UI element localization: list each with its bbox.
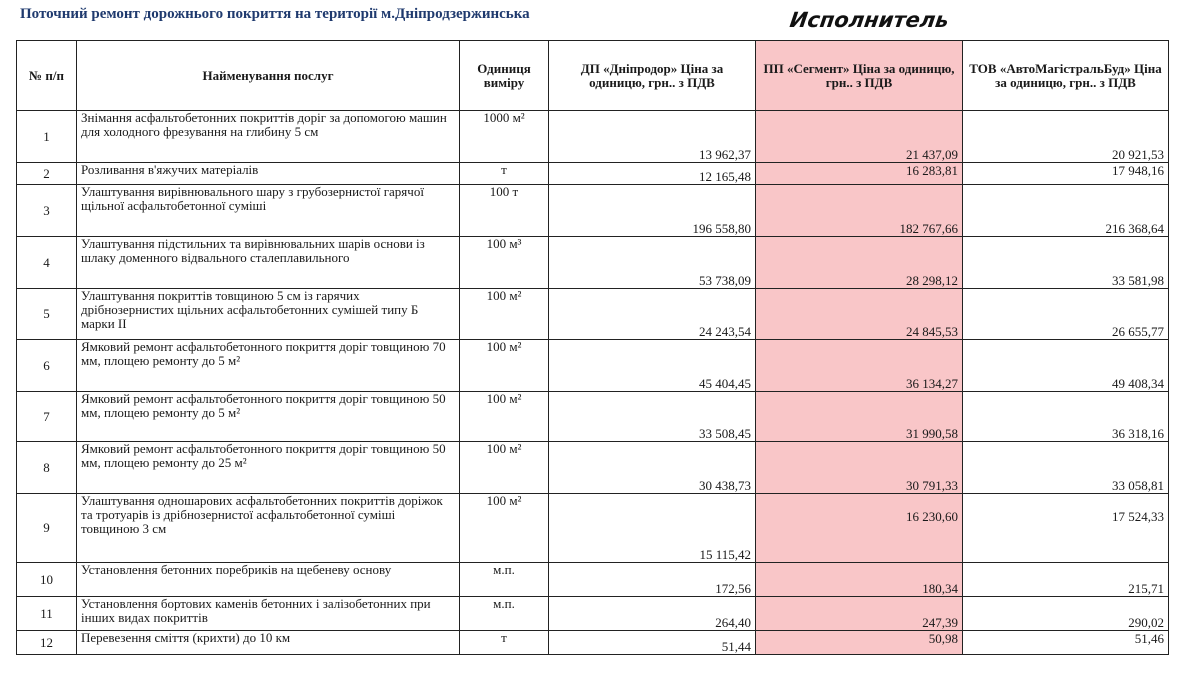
cell-unit: т: [460, 631, 549, 655]
cell-price-avtomagistralbud: 49 408,34: [963, 340, 1169, 392]
cell-num: 10: [17, 563, 77, 597]
cell-num: 2: [17, 163, 77, 185]
table-row: [17, 494, 1169, 563]
table-row: [17, 340, 1169, 392]
table-row: [17, 111, 1169, 163]
cell-price-avtomagistralbud: 26 655,77: [963, 289, 1169, 340]
cell-price-avtomagistralbud: 216 368,64: [963, 185, 1169, 237]
cell-unit: 100 м²: [460, 442, 549, 494]
cell-num: 9: [17, 494, 77, 563]
cell-num: 8: [17, 442, 77, 494]
cell-name: Перевезення сміття (крихти) до 10 км: [77, 631, 460, 655]
col-header-num: № п/п: [17, 41, 77, 111]
cell-num: 1: [17, 111, 77, 163]
col-header-unit: Одиниця виміру: [460, 41, 549, 111]
cell-price-dniprodor: 51,44: [549, 631, 756, 655]
cell-price-dniprodor: 172,56: [549, 563, 756, 597]
cell-price-avtomagistralbud: 51,46: [963, 631, 1169, 655]
table-row: [17, 185, 1169, 237]
cell-price-segment: 16 230,60: [756, 494, 963, 563]
table-header-row: [17, 41, 1169, 111]
cell-name: Улаштування одношарових асфальтобетонних покриттів доріжок та тротуарів із дрібнозернистої асфальтобетонної суміші товщиною 3 см: [77, 494, 460, 563]
col-header-dniprodor: ДП «Дніпродор» Ціна за одиницю, грн.. з ПДВ: [549, 41, 756, 111]
cell-name: Ямковий ремонт асфальтобетонного покриття доріг товщиною 50 мм, площею ремонту до 25 м²: [77, 442, 460, 494]
cell-price-segment: 36 134,27: [756, 340, 963, 392]
cell-price-segment: 24 845,53: [756, 289, 963, 340]
cell-num: 5: [17, 289, 77, 340]
cell-num: 12: [17, 631, 77, 655]
cell-name: Установлення бетонних поребриків на щебеневу основу: [77, 563, 460, 597]
cell-price-segment: 247,39: [756, 597, 963, 631]
col-header-segment: ПП «Сегмент» Ціна за одиницю, грн.. з ПДВ: [756, 41, 963, 111]
cell-num: 3: [17, 185, 77, 237]
cell-price-dniprodor: 13 962,37: [549, 111, 756, 163]
table-row: [17, 237, 1169, 289]
cell-name: Улаштування покриттів товщиною 5 см із гарячих дрібнозернистих щільних асфальтобетонних сумішей типу Б марки II: [77, 289, 460, 340]
table-row: [17, 442, 1169, 494]
cell-name: Улаштування підстильних та вирівнювальних шарів основи із шлаку доменного відвального сталеплавильного: [77, 237, 460, 289]
cell-price-dniprodor: 196 558,80: [549, 185, 756, 237]
cell-name: Ямковий ремонт асфальтобетонного покриття доріг товщиною 70 мм, площею ремонту до 5 м²: [77, 340, 460, 392]
cell-price-dniprodor: 24 243,54: [549, 289, 756, 340]
cell-name: Ямковий ремонт асфальтобетонного покриття доріг товщиною 50 мм, площею ремонту до 5 м²: [77, 392, 460, 442]
table-row: [17, 597, 1169, 631]
cell-price-dniprodor: 12 165,48: [549, 163, 756, 185]
table-row: [17, 563, 1169, 597]
cell-price-dniprodor: 30 438,73: [549, 442, 756, 494]
handwritten-annotation: Исполнитель: [788, 8, 951, 32]
table-row: [17, 163, 1169, 185]
cell-price-segment: 182 767,66: [756, 185, 963, 237]
cell-num: 11: [17, 597, 77, 631]
col-header-name: Найменування послуг: [77, 41, 460, 111]
cell-price-segment: 28 298,12: [756, 237, 963, 289]
cell-unit: 100 м²: [460, 340, 549, 392]
cell-unit: т: [460, 163, 549, 185]
table-row: [17, 631, 1169, 655]
cell-price-avtomagistralbud: 20 921,53: [963, 111, 1169, 163]
cell-unit: м.п.: [460, 563, 549, 597]
cell-price-avtomagistralbud: 215,71: [963, 563, 1169, 597]
cell-price-avtomagistralbud: 33 581,98: [963, 237, 1169, 289]
cell-unit: 100 м²: [460, 289, 549, 340]
price-table: [16, 40, 1169, 655]
cell-price-avtomagistralbud: 290,02: [963, 597, 1169, 631]
cell-price-segment: 21 437,09: [756, 111, 963, 163]
col-header-avtomagistralbud: ТОВ «АвтоМагістральБуд» Ціна за одиницю, грн.. з ПДВ: [963, 41, 1169, 111]
cell-price-avtomagistralbud: 17 524,33: [963, 494, 1169, 563]
cell-unit: 100 т: [460, 185, 549, 237]
cell-price-segment: 50,98: [756, 631, 963, 655]
cell-num: 6: [17, 340, 77, 392]
table-row: [17, 392, 1169, 442]
cell-unit: 100 м³: [460, 237, 549, 289]
cell-price-dniprodor: 15 115,42: [549, 494, 756, 563]
cell-price-avtomagistralbud: 36 318,16: [963, 392, 1169, 442]
cell-price-dniprodor: 53 738,09: [549, 237, 756, 289]
cell-unit: 100 м²: [460, 392, 549, 442]
cell-price-dniprodor: 264,40: [549, 597, 756, 631]
page-title: Поточний ремонт дорожнього покриття на території м.Дніпродзержинська: [20, 6, 530, 22]
cell-price-segment: 31 990,58: [756, 392, 963, 442]
cell-name: Улаштування вирівнювального шару з грубозернистої гарячої щільної асфальтобетонної суміші: [77, 185, 460, 237]
cell-price-dniprodor: 45 404,45: [549, 340, 756, 392]
table-row: [17, 289, 1169, 340]
cell-name: Знімання асфальтобетонних покриттів доріг за допомогою машин для холодного фрезування на глибину 5 см: [77, 111, 460, 163]
cell-unit: 100 м²: [460, 494, 549, 563]
cell-price-segment: 30 791,33: [756, 442, 963, 494]
cell-price-avtomagistralbud: 17 948,16: [963, 163, 1169, 185]
cell-price-segment: 16 283,81: [756, 163, 963, 185]
cell-unit: м.п.: [460, 597, 549, 631]
cell-name: Розливання в'яжучих матеріалів: [77, 163, 460, 185]
cell-price-dniprodor: 33 508,45: [549, 392, 756, 442]
cell-num: 7: [17, 392, 77, 442]
cell-unit: 1000 м²: [460, 111, 549, 163]
cell-num: 4: [17, 237, 77, 289]
cell-name: Установлення бортових каменів бетонних і залізобетонних при інших видах покриттів: [77, 597, 460, 631]
cell-price-segment: 180,34: [756, 563, 963, 597]
cell-price-avtomagistralbud: 33 058,81: [963, 442, 1169, 494]
